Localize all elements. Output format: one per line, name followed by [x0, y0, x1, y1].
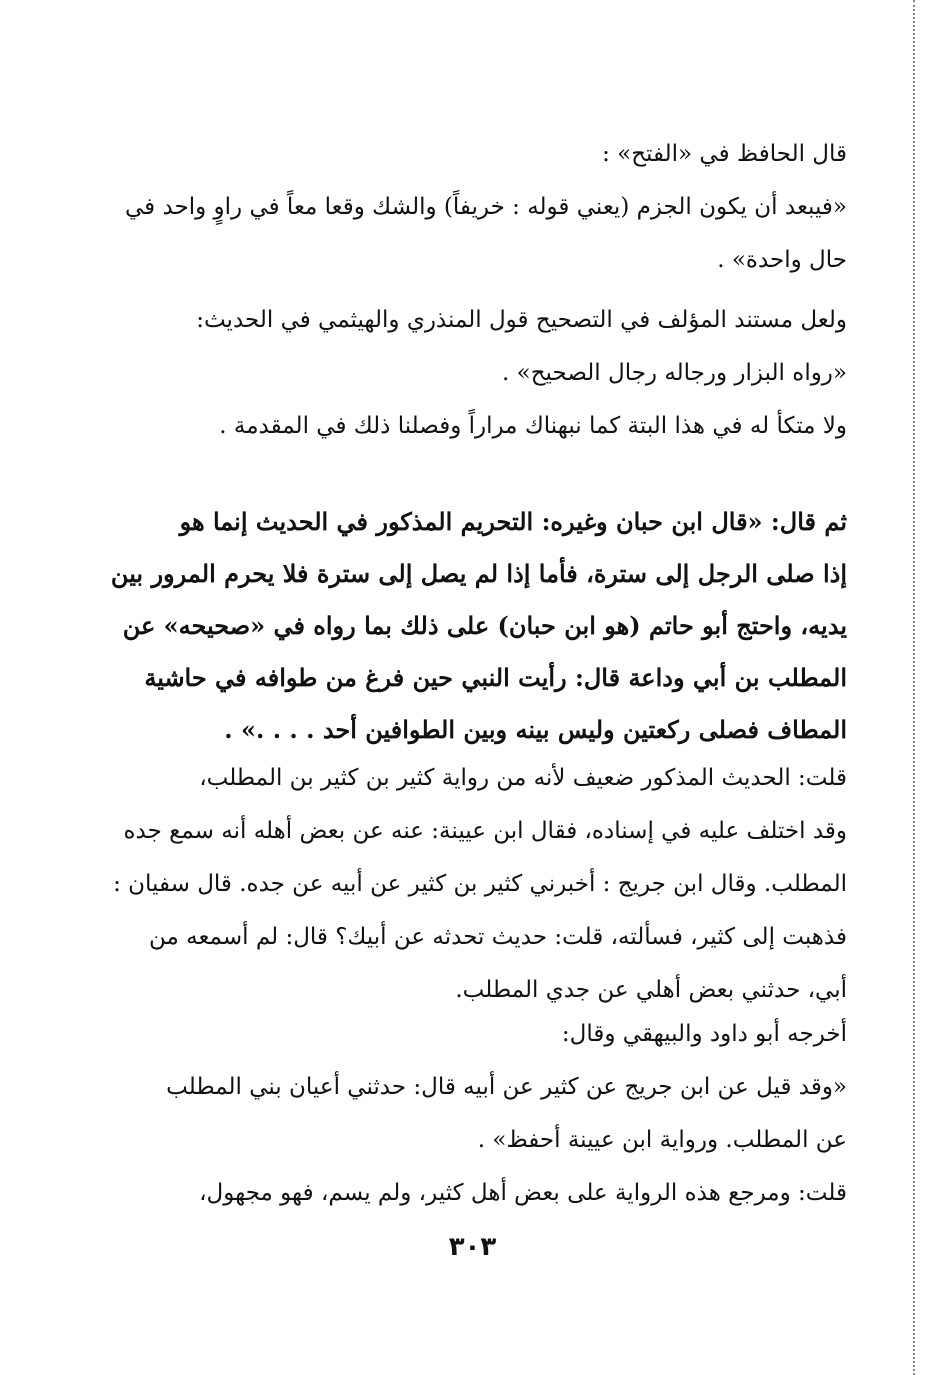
text-line: ولعل مستند المؤلف في التصحيح قول المنذري والهيثمي في الحديث: — [196, 307, 847, 333]
abu-dawud-paragraph — [102, 1008, 847, 1220]
text-line: إذا صلى الرجل إلى سترة، فأما إذا لم يصل إلى سترة فلا يحرم المرور بين — [110, 559, 847, 588]
text-line: يديه، واحتج أبو حاتم (هو ابن حبان) على ذلك بما رواه في «صحيحه» عن — [122, 611, 847, 640]
text-line: «وقد قيل عن ابن جريج عن كثير عن أبيه قال: حدثني أعيان بني المطلب — [166, 1074, 847, 1100]
text-line: ولا متكأ له في هذا البتة كما نبهناك مراراً وفصلنا ذلك في المقدمة . — [219, 413, 847, 439]
text-line: وقد اختلف عليه في إسناده، فقال ابن عيينة: عنه عن بعض أهله أنه سمع جده — [123, 818, 847, 844]
text-line: قال الحافظ في «الفتح» : — [602, 141, 847, 167]
text-line: «رواه البزار ورجاله رجال الصحيح» . — [502, 360, 847, 386]
text-line: المطلب. وقال ابن جريج : أخبرني كثير بن كثير عن أبيه عن جده. قال سفيان : — [113, 871, 847, 897]
text-line: ثم قال: «قال ابن حبان وغيره: التحريم المذكور في الحديث إنما هو — [179, 507, 847, 536]
text-line: أبي، حدثني بعض أهلي عن جدي المطلب. — [455, 977, 847, 1003]
text-line: قلت: الحديث المذكور ضعيف لأنه من رواية كثير بن كثير بن المطلب، — [199, 765, 847, 791]
text-line: فذهبت إلى كثير، فسألته، قلت: حديث تحدثه عن أبيك؟ قال: لم أسمعه من — [148, 924, 847, 950]
text-line: المطلب بن أبي وداعة قال: رأيت النبي حين فرغ من طوافه في حاشية — [144, 663, 847, 692]
page-number: ٣٠٣ — [448, 1232, 497, 1262]
text-line: قلت: ومرجع هذه الرواية على بعض أهل كثير، ولم يسم، فهو مجهول، — [199, 1180, 847, 1206]
hafiz-fath-quote — [102, 128, 847, 287]
page-edge-dotted-line — [913, 0, 915, 1375]
ibn-hibban-quote — [102, 496, 847, 756]
text-line: أخرجه أبو داود والبيهقي وقال: — [561, 1021, 847, 1047]
text-line: عن المطلب. ورواية ابن عيينة أحفظ» . — [477, 1127, 847, 1153]
text-line: «فيبعد أن يكون الجزم (يعني قوله : خريفاً) والشك وقعا معاً في راوٍ واحد في — [124, 194, 847, 220]
author-basis-paragraph — [102, 294, 847, 453]
text-line: المطاف فصلى ركعتين وليس بينه وبين الطوافين أحد . . . .» . — [224, 715, 847, 744]
author-commentary-paragraph — [102, 752, 847, 1017]
text-line: حال واحدة» . — [717, 247, 847, 273]
